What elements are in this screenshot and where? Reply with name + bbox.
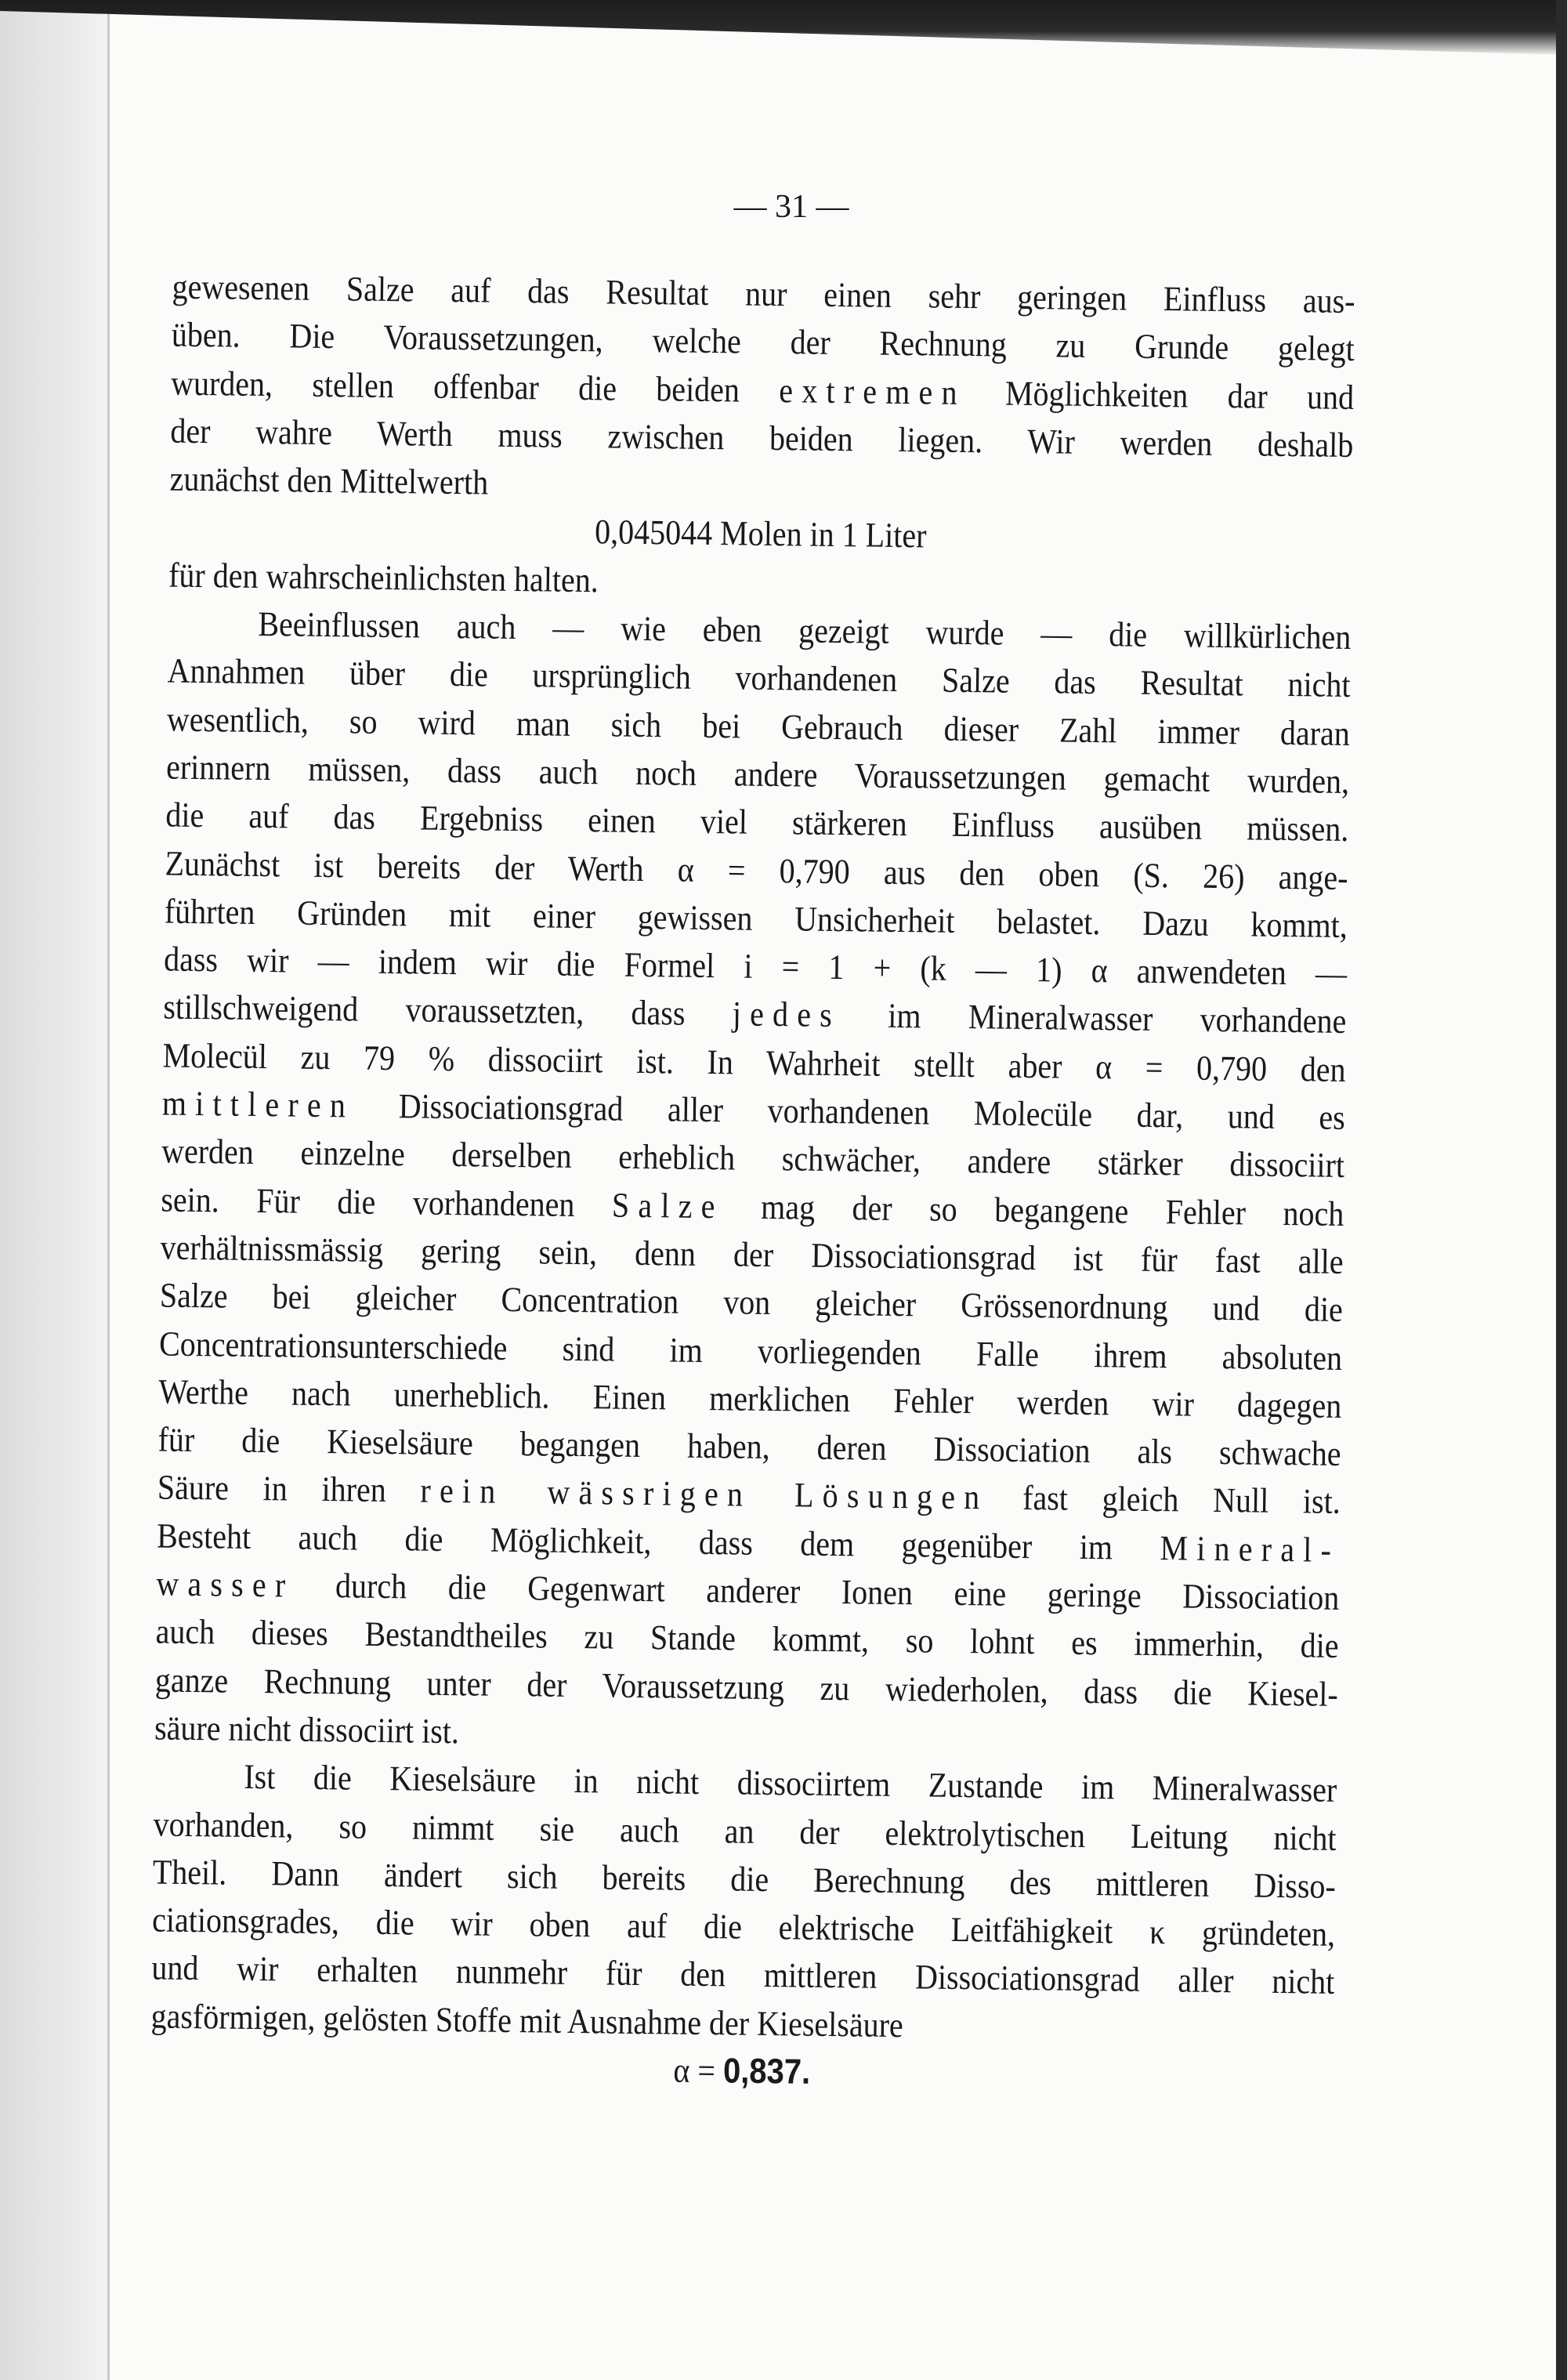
- scan-right-border: [1556, 0, 1567, 2380]
- text-segment: mag der so begangene Fehler noch: [723, 1186, 1344, 1233]
- text-segment: Annahmen über die ursprünglich vorhandenen Salze das Resultat nicht: [167, 650, 1351, 705]
- text-segment: sein. Für die vorhandenen: [161, 1179, 613, 1225]
- emphasized-text: Salze: [611, 1184, 724, 1226]
- text-segment: Besteht auch die Möglichkeit, dass dem gegenüber im: [156, 1515, 1160, 1567]
- emphasized-text: Mineral-: [1160, 1527, 1341, 1570]
- emphasized-text: rein wässrigen Lösungen: [420, 1470, 989, 1517]
- body-text: [150, 263, 1355, 2103]
- text-segment: durch die Gegenwart anderer Ionen eine geringe Dissociation: [294, 1565, 1340, 1618]
- emphasized-text: jedes: [732, 994, 841, 1035]
- text-segment: erinnern müssen, dass auch noch andere Voraussetzungen gemacht wurden,: [165, 747, 1350, 802]
- scan-top-border: [0, 0, 1567, 55]
- text-segment: gewesenen Salze auf das Resultat nur einen sehr geringen Einfluss aus-: [172, 266, 1355, 321]
- emphasized-text: wasser: [156, 1563, 295, 1605]
- scan-left-page-edge: [0, 0, 110, 2380]
- text-segment: Beeinflussen auch — wie eben gezeigt wurde — die willkürlichen: [258, 603, 1352, 657]
- text-segment: Theil. Dann ändert sich bereits die Berechnung des mittleren Disso-: [152, 1851, 1337, 1906]
- text-segment: für den wahrscheinlichsten halten.: [168, 555, 599, 600]
- text-segment: führten Gründen mit einer gewissen Unsicherheit belastet. Dazu kommt,: [164, 891, 1348, 945]
- result-value: 0,837.: [722, 2052, 811, 2092]
- text-segment: Werthe nach unerheblich. Einen merklichen Fehler werden wir dagegen: [158, 1371, 1342, 1425]
- emphasized-text: mittleren: [161, 1083, 355, 1125]
- text-segment: 0,045044 Molen in 1 Liter: [594, 512, 927, 556]
- text-segment: Salze bei gleicher Concentration von gleicher Grössenordnung und die: [159, 1275, 1344, 1330]
- text-segment: auch dieses Bestandtheiles zu Stande kommt, so lohnt es immerhin, die: [155, 1611, 1339, 1666]
- text-segment: üben. Die Voraussetzungen, welche der Rechnung zu Grunde gelegt: [171, 314, 1355, 369]
- text-segment: säure nicht dissociirt ist.: [154, 1708, 460, 1751]
- page-number: — 31 —: [733, 189, 849, 225]
- text-segment: werden einzelne derselben erheblich schwächer, andere stärker dissociirt: [161, 1131, 1345, 1186]
- text-segment: Säure in ihren: [157, 1467, 421, 1511]
- text-segment: stillschweigend voraussetzten, dass: [163, 987, 733, 1034]
- text-segment: der wahre Werth muss zwischen beiden liegen. Wir werden deshalb: [170, 411, 1354, 465]
- text-segment: Dissociationsgrad aller vorhandenen Molecüle dar, und es: [353, 1085, 1346, 1138]
- text-segment: wurden, stellen offenbar die beiden: [170, 362, 780, 410]
- text-segment: für die Kieselsäure begangen haben, deren Dissociation als schwache: [157, 1419, 1341, 1474]
- text-segment: verhältnissmässig gering sein, denn der Dissociationsgrad ist für fast alle: [160, 1227, 1344, 1281]
- text-segment: wesentlich, so wird man sich bei Gebrauch dieser Zahl immer daran: [166, 698, 1351, 753]
- text-segment: Molecül zu 79 % dissociirt ist. In Wahrheit stellt aber α = 0,790 den: [162, 1034, 1346, 1089]
- text-segment: gasförmigen, gelösten Stoffe mit Ausnahme der Kieselsäure: [150, 1995, 904, 2045]
- text-segment: Concentrationsunterschiede sind im vorliegenden Falle ihrem absoluten: [158, 1323, 1343, 1378]
- text-segment: α =: [673, 2050, 724, 2091]
- text-segment: vorhanden, so nimmt sie auch an der elektrolytischen Leitung nicht: [153, 1803, 1337, 1858]
- emphasized-text: extremen: [779, 370, 967, 412]
- text-segment: und wir erhalten nunmehr für den mittleren Dissociationsgrad aller nicht: [151, 1947, 1335, 2002]
- text-segment: fast gleich Null ist.: [988, 1477, 1341, 1522]
- text-segment: Möglichkeiten dar und: [965, 372, 1355, 417]
- text-segment: dass wir — indem wir die Formel i = 1 + (k — 1) α anwendeten —: [163, 939, 1348, 994]
- text-segment: ganze Rechnung unter der Voraussetzung zu wiederholen, dass die Kiesel-: [154, 1659, 1339, 1714]
- text-segment: zunächst den Mittelwerth: [169, 458, 489, 502]
- text-segment: die auf das Ergebniss einen viel stärkeren Einfluss ausüben müssen.: [165, 795, 1349, 849]
- text-segment: Zunächst ist bereits der Werth α = 0,790 aus den oben (S. 26) ange-: [165, 842, 1348, 897]
- text-segment: ciationsgrades, die wir oben auf die elektrische Leitfähigkeit κ gründeten,: [151, 1900, 1336, 1954]
- text-segment: Ist die Kieselsäure in nicht dissociirtem Zustande im Mineralwasser: [244, 1756, 1337, 1810]
- text-segment: im Mineralwasser vorhandene: [840, 995, 1347, 1041]
